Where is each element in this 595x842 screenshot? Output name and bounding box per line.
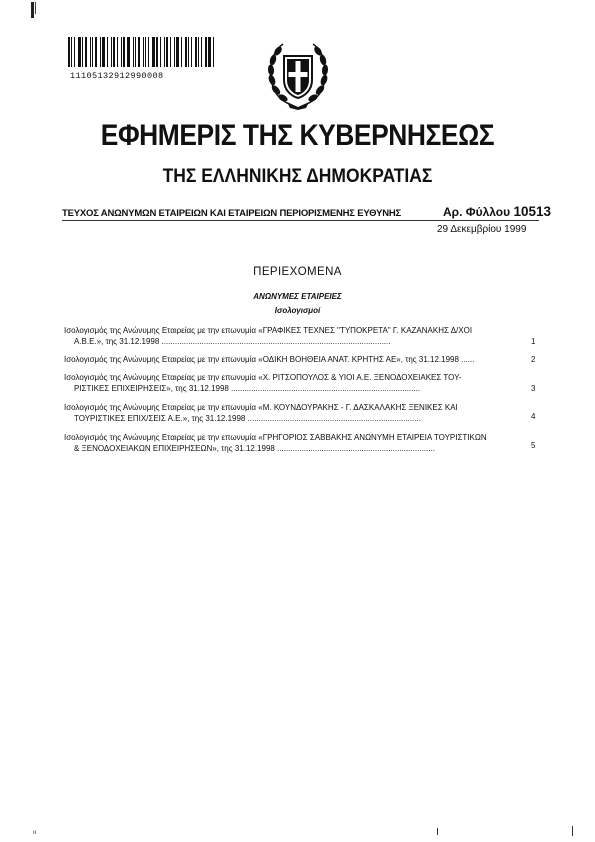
barcode-bar — [198, 37, 199, 67]
barcode-bar — [123, 37, 125, 67]
barcode-bar — [213, 37, 214, 67]
barcode-bar — [111, 37, 112, 67]
toc-entry[interactable] — [64, 373, 512, 394]
subsection-heading: Ισολογισμοί — [274, 306, 321, 315]
barcode — [68, 37, 218, 67]
toc-entry-text: Ισολογισμός της Ανώνυμης Εταιρείας με την επωνυμία «ΓΡΑΦΙΚΕΣ ΤΕΧΝΕΣ "ΤΥΠΟΚΡΕΤΑ" Γ. ΚΑΖΑΝΑΚΗΣ Δ/ΧΟΙ — [64, 326, 473, 335]
barcode-bar — [191, 37, 192, 67]
contents-heading: ΠΕΡΙΕΧΟΜΕΝΑ — [253, 266, 342, 278]
barcode-bar — [127, 37, 130, 67]
scan-mark: ıı — [33, 830, 37, 836]
barcode-bar — [85, 37, 87, 67]
barcode-bar — [143, 37, 144, 67]
gazette-title: ΕΦΗΜΕΡΙΣ ΤΗΣ ΚΥΒΕΡΝΗΣΕΩΣ — [100, 119, 495, 152]
barcode-bar — [138, 37, 140, 67]
barcode-bar — [113, 37, 115, 67]
barcode-bar — [90, 37, 91, 67]
gazette-subtitle: ΤΗΣ ΕΛΛΗΝΙΚΗΣ ΔΗΜΟΚΡΑΤΙΑΣ — [162, 166, 433, 187]
toc-entry-text-cont: & ΞΕΝΟΔΟΧΕΙΑΚΩΝ ΕΠΙΧΕΙΡΗΣΕΩΝ», της 31.12.1998 ....................................................................... — [74, 443, 435, 453]
sheet-label: Αρ. Φύλλου — [443, 205, 511, 219]
barcode-bar — [117, 37, 118, 67]
barcode-bar — [135, 37, 136, 67]
barcode-bar — [181, 37, 182, 67]
toc-page-number: 5 — [531, 441, 536, 450]
toc-entry-text: Ισολογισμός της Ανώνυμης Εταιρείας με την επωνυμία «ΓΡΗΓΟΡΙΟΣ ΣΑΒΒΑΚΗΣ ΑΝΩΝΥΜΗ ΕΤΑΙΡΕΙΑ ΤΟΥΡΙΣΤΙΚΩΝ — [64, 433, 487, 442]
barcode-bar — [176, 37, 179, 67]
barcode-bar — [152, 37, 155, 67]
barcode-bar — [145, 37, 146, 67]
issue-type: ΤΕΥΧΟΣ ΑΝΩΝΥΜΩΝ ΕΤΑΙΡΕΙΩΝ ΚΑΙ ΕΤΑΙΡΕΙΩΝ ΠΕΡΙΟΡΙΣΜΕΝΗΣ ΕΥΘΥΝΗΣ — [62, 208, 402, 219]
barcode-bar — [92, 37, 93, 67]
section-heading: ΑΝΩΝΥΜΕΣ ΕΤΑΙΡΕΙΕΣ — [253, 292, 342, 301]
toc-entry-text: Ισολογισμός της Ανώνυμης Εταιρείας με την επωνυμία «ΟΔΙΚΗ ΒΟΗΘΕΙΑ ΑΝΑΤ. ΚΡΗΤΗΣ ΑΕ», της 31.12.1998 ...... — [64, 355, 475, 364]
toc-entry[interactable] — [64, 326, 512, 347]
barcode-bar — [107, 37, 108, 67]
barcode-bar — [166, 37, 168, 67]
sheet-number: 10513 — [513, 204, 551, 219]
barcode-bar — [188, 37, 189, 67]
barcode-bar — [148, 37, 149, 67]
sheet-number-block — [443, 204, 551, 219]
barcode-bar — [201, 37, 202, 67]
barcode-bar — [102, 37, 105, 67]
issue-date: 29 Δεκεμβρίου 1999 — [437, 224, 527, 235]
barcode-bar — [121, 37, 122, 67]
barcode-bar — [195, 37, 197, 67]
toc-entry[interactable] — [64, 355, 512, 366]
barcode-bar — [100, 37, 101, 67]
barcode-bar — [68, 37, 70, 67]
toc-page-number: 1 — [531, 337, 536, 346]
barcode-bar — [71, 37, 72, 67]
barcode-bar — [160, 37, 161, 67]
barcode-bar — [208, 37, 211, 67]
barcode-bar — [170, 37, 171, 67]
toc-entry-text: Ισολογισμός της Ανώνυμης Εταιρείας με την επωνυμία «Μ. ΚΟΥΝΔΟΥΡΑΚΗΣ - Γ. ΔΑΣΚΑΛΑΚΗΣ ΞΕΝΙΚΕΣ ΚΑΙ — [64, 403, 458, 412]
toc-entry[interactable] — [64, 433, 512, 454]
barcode-bar — [185, 37, 187, 67]
header-rule — [62, 220, 539, 221]
barcode-bar — [133, 37, 134, 67]
barcode-bar — [82, 37, 83, 67]
toc-entry[interactable] — [64, 403, 512, 424]
scan-mark — [572, 826, 573, 836]
toc-page-number: 3 — [531, 384, 536, 393]
scan-mark — [437, 828, 438, 835]
toc-entry-text-cont: ΡΙΣΤΙΚΕΣ ΕΠΙΧΕΙΡΗΣΕΙΣ», της 31.12.1998 ..................................................................................... — [74, 383, 421, 393]
barcode-bar — [78, 37, 81, 67]
barcode-bar — [74, 37, 75, 67]
barcode-bar — [205, 37, 207, 67]
binding-mark — [31, 2, 34, 18]
barcode-bar — [164, 37, 165, 67]
toc-entry-text: Ισολογισμός της Ανώνυμης Εταιρείας με την επωνυμία «Χ. ΡΙΤΣΟΠΟΥΛΟΣ & ΥΙΟΙ Α.Ε. ΞΕΝΟΔΟΧΕΙΑΚΕΣ ΤΟΥ- — [64, 373, 462, 382]
toc-page-number: 2 — [531, 355, 536, 364]
barcode-bar — [156, 37, 158, 67]
barcode-bar — [174, 37, 175, 67]
toc-page-number: 4 — [531, 412, 536, 421]
greek-coat-of-arms-icon — [265, 40, 331, 110]
binding-mark — [35, 2, 36, 14]
barcode-bar — [95, 37, 97, 67]
barcode-number: 11105132912990008 — [70, 71, 164, 81]
toc-entry-text-cont: ΤΟΥΡΙΣΤΙΚΕΣ ΕΠΙΧ/ΣΕΙΣ Α.Ε.», της 31.12.1998 .............................................................................. — [74, 413, 421, 423]
toc-entry-text-cont: Α.Β.Ε.», της 31.12.1998 ....................................................................................................... — [74, 336, 391, 346]
